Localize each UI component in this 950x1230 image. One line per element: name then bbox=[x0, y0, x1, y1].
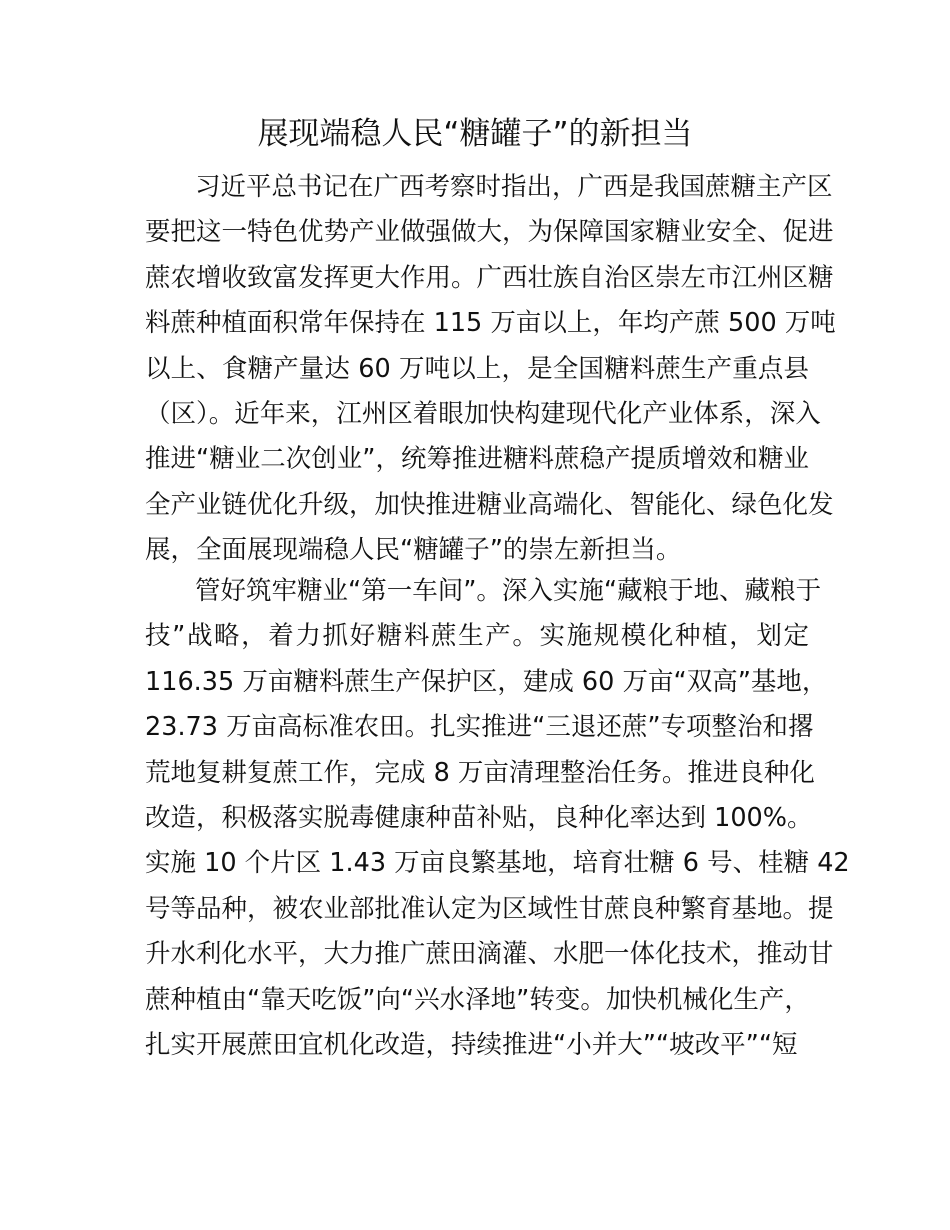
text-line: 改造，积极落实脱毒健康种苗补贴，良种化率达到 100%。 bbox=[145, 802, 813, 833]
text-line: 号等品种，被农业部批准认定为区域性甘蔗良种繁育基地。提 bbox=[145, 893, 834, 924]
text-line: 管好筑牢糖业“第一车间”。深入实施“藏粮于地、藏粮于 bbox=[195, 576, 822, 606]
text-line: 推进“糖业二次创业”，统筹推进糖料蔗稳产提质增效和糖业 bbox=[145, 444, 809, 475]
text-line: 展，全面展现端稳人民“糖罐子”的崇左新担当。 bbox=[145, 535, 682, 566]
text-line: 以上、食糖产量达 60 万吨以上，是全国糖料蔗生产重点县 bbox=[145, 353, 809, 384]
text-line: 116.35 万亩糖料蔗生产保护区，建成 60 万亩“双高”基地， bbox=[145, 666, 828, 697]
text-line: 习近平总书记在广西考察时指出，广西是我国蔗糖主产区 bbox=[195, 172, 833, 202]
paragraph-1 bbox=[145, 165, 836, 574]
text-line: 蔗种植由“靠天吃饭”向“兴水泽地”转变。加快机械化生产， bbox=[145, 984, 810, 1015]
paragraph-2 bbox=[145, 569, 850, 1068]
text-line: （区）。近年来，江州区着眼加快构建现代化产业体系，深入 bbox=[145, 398, 821, 429]
text-line: 23.73 万亩高标准农田。扎实推进“三退还蔗”专项整治和撂 bbox=[145, 712, 814, 743]
text-line: 技”战略，着力抓好糖料蔗生产。实施规模化种植，划定 bbox=[145, 621, 809, 652]
text-line: 料蔗种植面积常年保持在 115 万亩以上，年均产蔗 500 万吨 bbox=[145, 308, 836, 339]
text-line: 全产业链优化升级，加快推进糖业高端化、智能化、绿色化发 bbox=[145, 489, 834, 520]
text-line: 荒地复耕复蔗工作，完成 8 万亩清理整治任务。推进良种化 bbox=[145, 757, 815, 788]
text-line: 蔗农增收致富发挥更大作用。广西壮族自治区崇左市江州区糖 bbox=[145, 262, 834, 293]
document-title: 展现端稳人民“糖罐子”的新担当 bbox=[257, 116, 693, 152]
text-line: 升水利化水平，大力推广蔗田滴灌、水肥一体化技术，推动甘 bbox=[145, 939, 834, 970]
text-line: 实施 10 个片区 1.43 万亩良繁基地，培育壮糖 6 号、桂糖 42 bbox=[145, 848, 850, 879]
text-line: 扎实开展蔗田宜机化改造，持续推进“小并大”“坡改平”“短 bbox=[145, 1029, 798, 1060]
text-line: 要把这一特色优势产业做强做大，为保障国家糖业安全、促进 bbox=[145, 217, 834, 248]
